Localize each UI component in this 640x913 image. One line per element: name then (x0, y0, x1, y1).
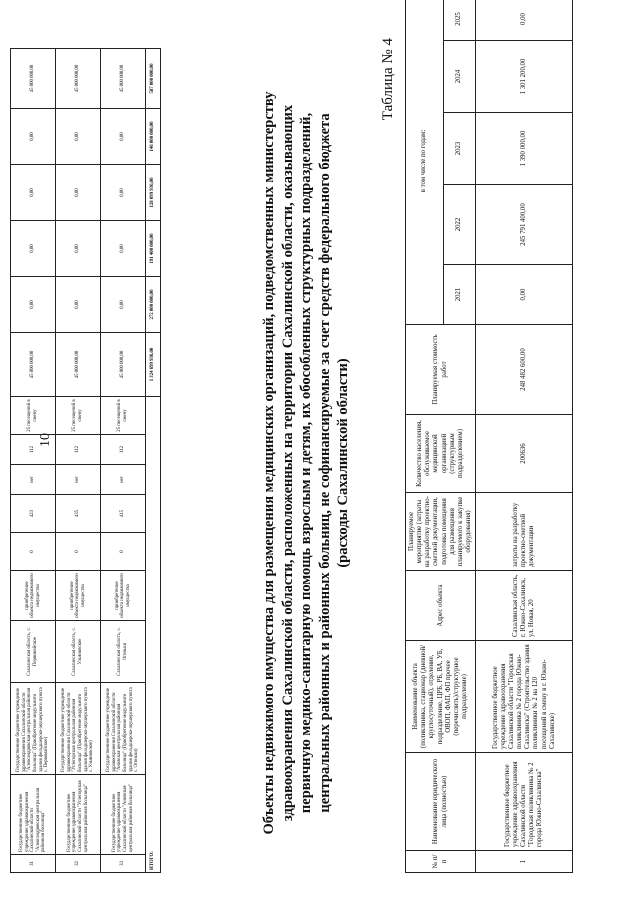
cell-year-2021: 0,00 (11, 277, 56, 333)
table-row (101, 49, 146, 873)
cell-object-name: Государственное бюджетное учреждение здравоохранения Сахалинской области "Анивская центральная районная больница" (Приобретение модульного здания фельдшерско-акушерского пункта с. Огоньки) (101, 683, 146, 775)
document-heading (260, 53, 353, 873)
cell-value: 0 (101, 533, 146, 571)
cell-year-2024: 0,00 (11, 109, 56, 165)
cell-year-2025: 45 000 000,00 (11, 49, 56, 109)
header-population: Количество населения, обслуживаемое медицинской организацией (структурным подразделением) (406, 415, 476, 493)
cell-value: 423 (11, 495, 56, 533)
cell-address: Сахалинская область, с. Ульяновское (56, 621, 101, 683)
cell-legal-entity: Государственное бюджетное учреждение здравоохранения Сахалинской области "Городская поликлиника № 2 города Южно-Сахалинска" (476, 753, 573, 851)
heading-line-3: первичную медико-санитарную помощь взрослым и детям, их обособленных структурных подразделений, (298, 112, 315, 814)
cell-unit: нет (11, 465, 56, 495)
header-breakdown: в том числе по годам: (406, 0, 444, 325)
cell-cost: 45 000 000,00 (101, 333, 146, 397)
cell-year-2023: 0,00 (56, 165, 101, 221)
header-object-name: Наименование объекта (поликлиника, стационар (дневной/круглосуточный), отделение, подразделение, ЦРБ, РБ, ВА, УБ, ОВОП, ФАП, ФП прочее (перечислить)/структурное подразделение) (406, 641, 476, 753)
total-y2023: 128 099 936,00 (146, 165, 161, 221)
total-row (146, 49, 161, 873)
cell-value: 0 (56, 533, 101, 571)
cell-address: Сахалинская область, с. Первомайское (11, 621, 56, 683)
heading-line-2: здравоохранения Сахалинской области, расположенных на территории Сахалинской области, оказывающих (279, 104, 296, 822)
total-y2025: 587 000 000,00 (146, 49, 161, 109)
cell-year-2021: 0,00 (56, 277, 101, 333)
objects-table (405, 0, 573, 873)
header-address: Адрес объекта (406, 571, 476, 641)
cell-num: 1 (476, 851, 573, 873)
cell-year-2022: 0,00 (101, 221, 146, 277)
cell-year-2022: 245 791 400,00 (476, 185, 573, 265)
cell-event: приобретение объекта недвижимого имущества (56, 571, 101, 621)
cell-capacity: 25 посещений в смену (56, 397, 101, 435)
cell-event: приобретение объекта недвижимого имущества (101, 571, 146, 621)
cell-legal-entity: Государственное бюджетное учреждение здравоохранения Сахалинской области "Углегорская центральная районная больница" (56, 775, 101, 855)
header-year-2022: 2022 (443, 185, 476, 265)
cell-year-2024: 0,00 (56, 109, 101, 165)
cell-year-2025: 45 000 000,00 (101, 49, 146, 109)
cell-value: 435 (56, 495, 101, 533)
table-row (11, 49, 56, 873)
cell-value: 112 (56, 435, 101, 465)
header-num: № п/п (406, 851, 476, 873)
cell-year-2021: 0,00 (476, 265, 573, 325)
cell-object-name: Государственное бюджетное учреждение здравоохранения Сахалинской области "Городская поликлиника № 2 города Южно-Сахалинска" (Строительство здания поликлиники № 2 на 120 посещений в смену в г. Южно-Сахалинске) (476, 641, 573, 753)
cell-event: приобретение объекта недвижимого имущества (11, 571, 56, 621)
cell-value: 112 (11, 435, 56, 465)
header-legal-entity: Наименование юридического лица (полностью) (406, 753, 476, 851)
total-cost: 1 324 699 936,00 (146, 333, 161, 397)
cell-unit: нет (56, 465, 101, 495)
heading-line-4: центральных районных и районных больниц, не софинансируемые за счет средств федерального бюджета (316, 113, 333, 813)
cell-address: Сахалинская область, г. Южно-Сахалинск, ул. Новая, 20 (476, 571, 573, 641)
cell-year-2024: 0,00 (101, 109, 146, 165)
header-year-2023: 2023 (443, 113, 476, 185)
cell-cost: 248 482 600,00 (476, 325, 573, 415)
header-event: Планируемое мероприятие (затраты на разработку проектно-сметной документации, подготовка помещения для размещения планируемого к закупке оборудования) (406, 493, 476, 571)
cell-value: 415 (101, 495, 146, 533)
header-year-2024: 2024 (443, 41, 476, 113)
cell-capacity: 25 посещений в смену (11, 397, 56, 435)
heading-line-5: (расходы Сахалинской области) (335, 358, 352, 568)
cell-year-2025: 0,00 (476, 0, 573, 41)
cell-capacity: 25 посещений в смену (101, 397, 146, 435)
cell-object-name: Государственное бюджетное учреждение здравоохранения Сахалинской области "Углегорская центральная районная больница" (Приобретение модульного здания фельдшерско-акушерского пункта с. Ульяновское) (56, 683, 101, 775)
header-year-2021: 2021 (443, 265, 476, 325)
header-cost: Планируемая стоимость работ (406, 325, 476, 415)
cell-year-2022: 0,00 (56, 221, 101, 277)
heading-line-1: Объекты недвижимого имущества для размещения медицинских организаций, подведомственных министерству (261, 91, 277, 835)
header-year-2025: 2025 (443, 0, 476, 41)
cell-population: 200636 (476, 415, 573, 493)
table-row (56, 49, 101, 873)
total-label: ИТОГО: (146, 397, 161, 873)
cell-year-2023: 0,00 (11, 165, 56, 221)
cell-address: Сахалинская область, с. Огоньки (101, 621, 146, 683)
cell-num: 31 (11, 855, 56, 873)
table-row (476, 0, 573, 873)
total-y2022: 191 400 000,00 (146, 221, 161, 277)
cell-legal-entity: Государственное бюджетное учреждение здравоохранения Сахалинской области "Александровская центральная районная больница" (11, 775, 56, 855)
table-number-label: Таблица № 4 (380, 38, 396, 121)
cell-num: 32 (56, 855, 101, 873)
cell-num: 33 (101, 855, 146, 873)
cell-cost: 45 000 000,00 (11, 333, 56, 397)
cell-year-2025: 45 000 000,00 (56, 49, 101, 109)
page-number: 10 (38, 433, 53, 447)
cell-year-2021: 0,00 (101, 277, 146, 333)
continuation-table (10, 48, 161, 873)
cell-year-2023: 1 390 000,00 (476, 113, 573, 185)
total-y2024: 146 000 000,00 (146, 109, 161, 165)
cell-object-name: Государственное бюджетное учреждение здравоохранения Сахалинской области "Александровская центральная районная больница" (Приобретение модульного здания фельдшерско-акушерского пункта с. Первомайское) (11, 683, 56, 775)
cell-value: 0 (11, 533, 56, 571)
total-y2021: 272 000 000,00 (146, 277, 161, 333)
cell-year-2024: 1 301 200,00 (476, 41, 573, 113)
cell-event: затраты на разработку проектно-сметной документации (476, 493, 573, 571)
cell-year-2022: 0,00 (11, 221, 56, 277)
cell-value: 112 (101, 435, 146, 465)
cell-year-2023: 0,00 (101, 165, 146, 221)
cell-cost: 45 000 000,00 (56, 333, 101, 397)
cell-legal-entity: Государственное бюджетное учреждение здравоохранения Сахалинской области "Анивская центральная районная больница" (101, 775, 146, 855)
cell-unit: нет (101, 465, 146, 495)
